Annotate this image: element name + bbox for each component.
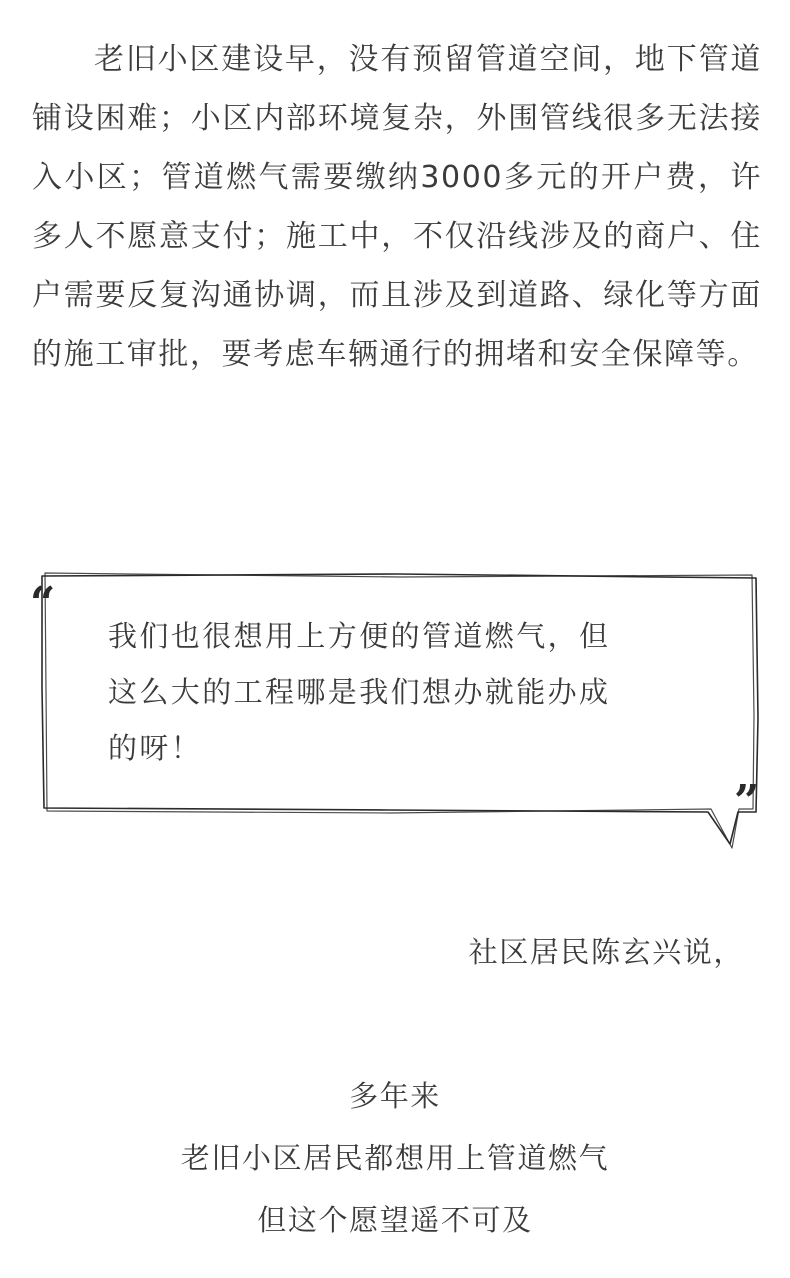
quote-line: 我们也很想用上方便的管道燃气，但 bbox=[108, 619, 611, 653]
body-paragraph: 老旧小区建设早，没有预留管道空间，地下管道铺设困难；小区内部环境复杂，外围管线很多无法接入小区；管道燃气需要缴纳3000多元的开户费，许多人不愿意支付；施工中，不仅沿线涉及的商户、住户需要反复沟通协调，而且涉及到道路、绿化等方面的施工审批，要考虑车辆通行的拥堵和安全保障等。 bbox=[32, 42, 762, 372]
quote-line: 的呀！ bbox=[108, 731, 203, 765]
caption-line: 但这个愿望遥不可及 bbox=[257, 1203, 533, 1237]
quote-text bbox=[108, 608, 708, 776]
quote-line: 这么大的工程哪是我们想办就能办成 bbox=[108, 675, 611, 709]
quote-attribution: 社区居民陈玄兴说， bbox=[468, 935, 744, 969]
caption-line: 多年来 bbox=[349, 1079, 441, 1113]
centered-caption bbox=[0, 1065, 790, 1251]
close-quote-icon: ” bbox=[734, 776, 760, 827]
speech-bubble-quote bbox=[28, 568, 768, 858]
open-quote-icon: “ bbox=[30, 578, 56, 629]
caption-line: 老旧小区居民都想用上管道燃气 bbox=[180, 1141, 610, 1175]
